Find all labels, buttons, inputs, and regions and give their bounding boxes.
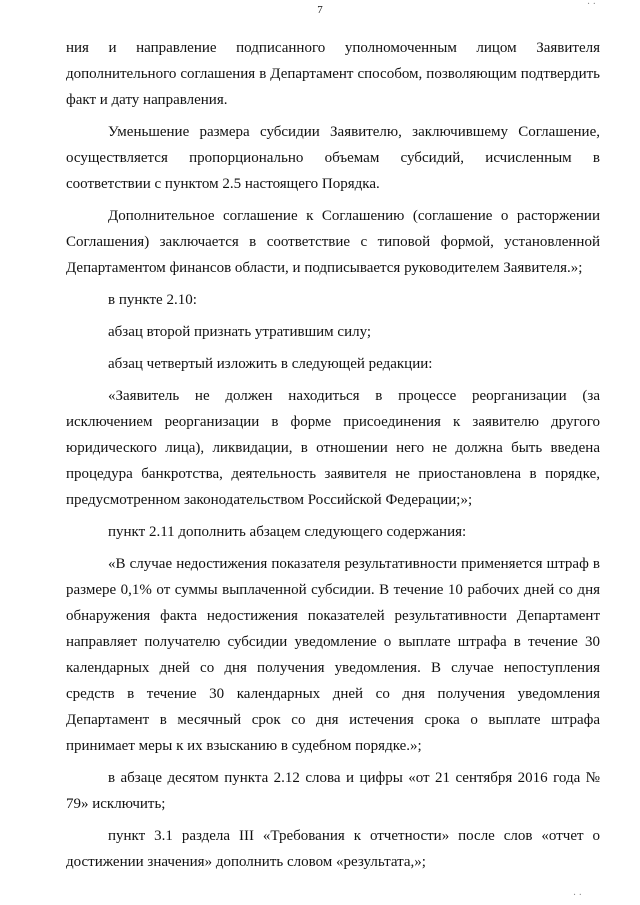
page-number: 7 bbox=[317, 4, 323, 16]
paragraph-quote: «Заявитель не должен находиться в процессе реорганизации (за исключением реорганизации в форме присоединения к заявителю другого юридического лица), ликвидации, в отношении него не должна быть введена процедура банкротства, деятельность заявителя не приостановлена в порядке, предусмотренном законодательством Российской Федерации;»; bbox=[66, 388, 600, 508]
paragraph: Дополнительное соглашение к Соглашению (соглашение о расторжении Соглашения) заключается в соответствие с типовой формой, установленной Департаментом финансов области, и подписывается руководителем Заявителя.»; bbox=[66, 208, 600, 276]
paragraph-quote: «В случае недостижения показателя результативности применяется штраф в размере 0,1% от суммы выплаченной субсидии. В течение 10 рабочих дней со дня обнаружения факта недостижения показателей результативности Департамент направляет получателю субсидии уведомление о выплате штрафа в течение 30 календарных дней со дня получения уведомления. В случае непоступления средств в течение 30 календарных дней со дня получения уведомления Департамент в месячный срок со дня истечения срока о выплате штрафа принимает меры к их взысканию в судебном порядке.»; bbox=[66, 556, 600, 754]
paragraph: в абзаце десятом пункта 2.12 слова и цифры «от 21 сентября 2016 года № 79» исключить; bbox=[66, 770, 600, 812]
document-body bbox=[66, 35, 600, 881]
paragraph: пункт 3.1 раздела III «Требования к отчетности» после слов «отчет о достижении значения» дополнить словом «результата,»; bbox=[66, 828, 600, 870]
paragraph-continuation: ния и направление подписанного уполномоченным лицом Заявителя дополнительного соглашения в Департамент способом, позволяющим подтвердить факт и дату направления. bbox=[66, 40, 600, 108]
paragraph: абзац второй признать утратившим силу; bbox=[108, 324, 372, 340]
bottom-mark: · · bbox=[572, 890, 582, 901]
corner-mark: · · bbox=[586, 0, 596, 10]
paragraph: абзац четвертый изложить в следующей редакции: bbox=[108, 356, 433, 372]
paragraph: в пункте 2.10: bbox=[108, 292, 197, 308]
paragraph: Уменьшение размера субсидии Заявителю, заключившему Соглашение, осуществляется пропорционально объемам субсидий, исчисленным в соответствии с пунктом 2.5 настоящего Порядка. bbox=[66, 124, 600, 192]
paragraph: пункт 2.11 дополнить абзацем следующего содержания: bbox=[108, 524, 467, 540]
